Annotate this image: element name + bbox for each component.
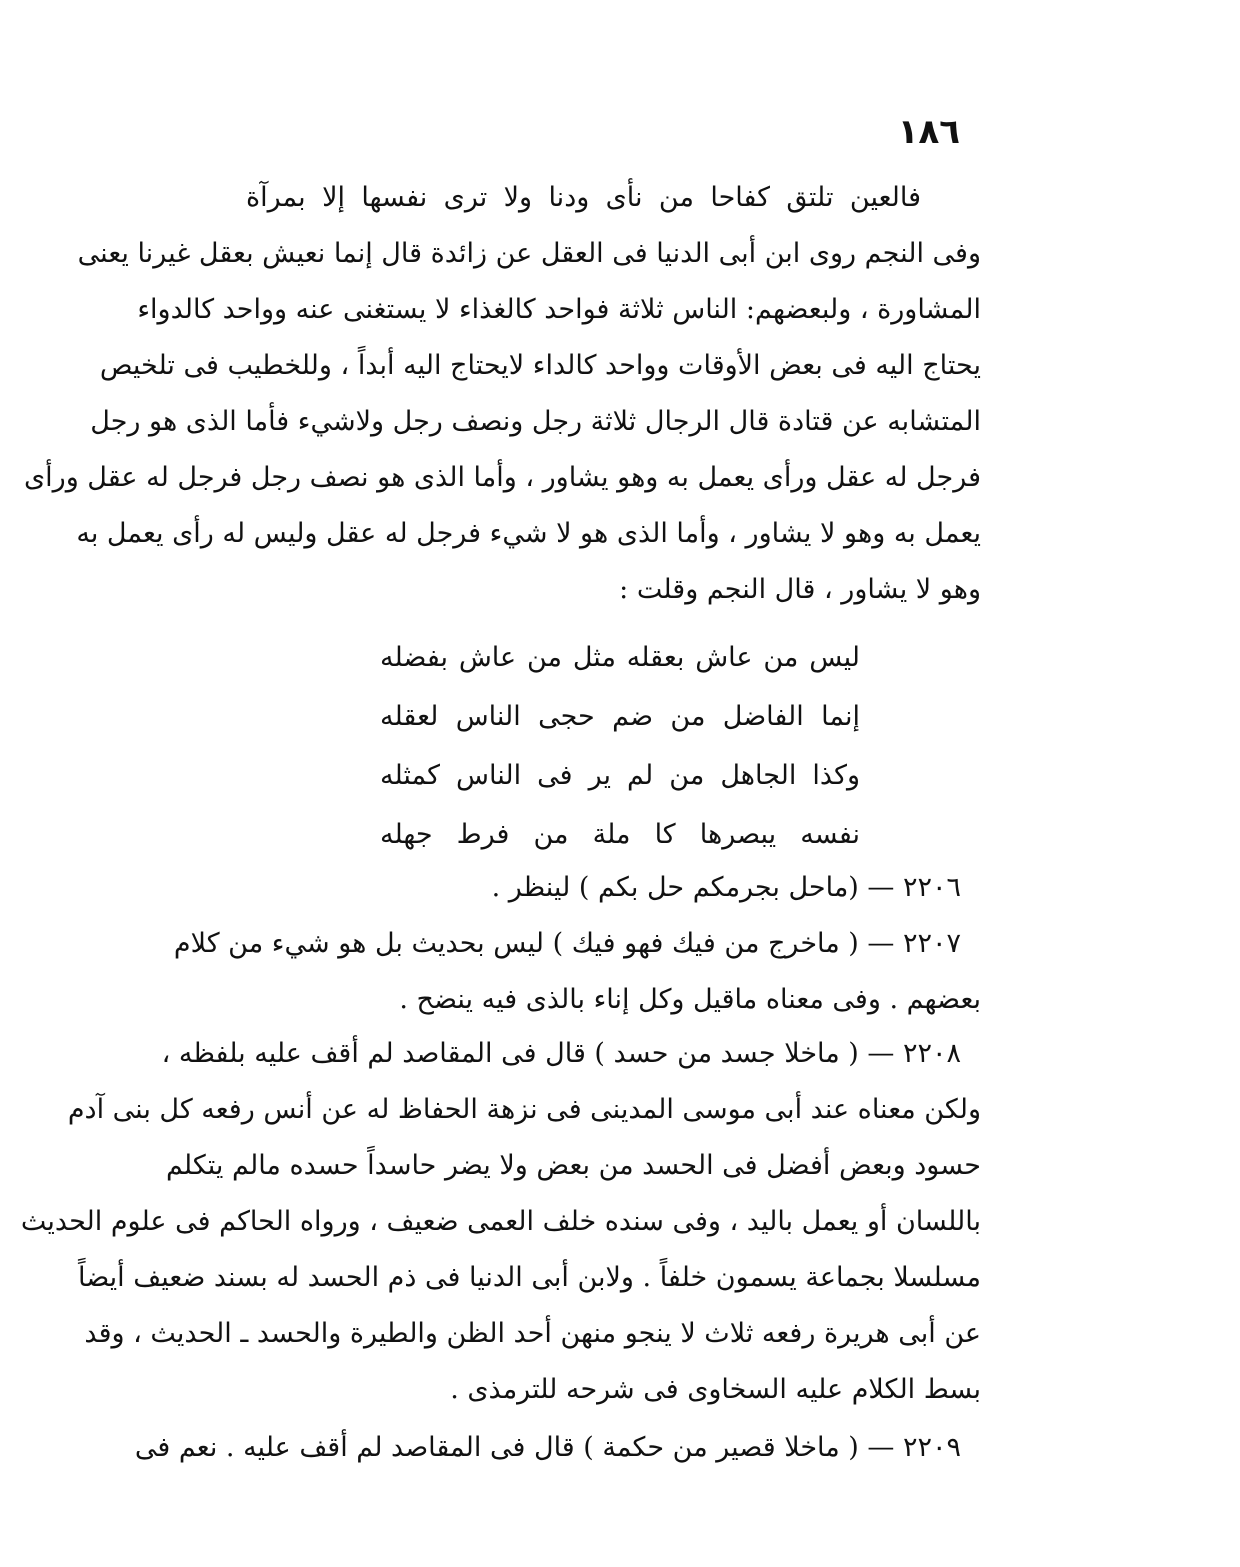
text-line: فالعين تلتق كفاحا من نأى ودنا ولا ترى نفسها إلا بمرآة <box>246 182 921 213</box>
entry-line: باللسان أو يعمل باليد ، وفى سنده خلف العمى ضعيف ، ورواه الحاكم فى علوم الحديث <box>20 1206 981 1237</box>
text-line: وهو لا يشاور ، قال النجم وقلت : <box>619 574 981 605</box>
verse-line: ليس من عاش بعقله مثل من عاش بفضله <box>380 642 860 673</box>
verse-line: وكذا الجاهل من لم ير فى الناس كمثله <box>380 760 860 791</box>
entry-line: بعضهم . وفى معناه ماقيل وكل إناء بالذى فيه ينضح . <box>399 984 981 1015</box>
entry-2208 <box>20 1026 981 1418</box>
entry-line: مسلسلا بجماعة يسمون خلفاً . ولابن أبى الدنيا فى ذم الحسد له بسند ضعيف أيضاً <box>78 1262 981 1293</box>
text-line: فرجل له عقل ورأى يعمل به وهو يشاور ، وأما الذى هو نصف رجل فرجل له عقل ورأى <box>24 462 981 493</box>
entry-line: عن أبى هريرة رفعه ثلاث لا ينجو منهن أحد الظن والطيرة والحسد ـ الحديث ، وقد <box>84 1318 981 1349</box>
text-line: وفى النجم روى ابن أبى الدنيا فى العقل عن زائدة قال إنما نعيش بعقل غيرنا يعنى <box>77 238 981 269</box>
text-line: يحتاج اليه فى بعض الأوقات وواحد كالداء لايحتاج اليه أبداً ، وللخطيب فى تلخيص <box>99 350 981 381</box>
entry-line: ٢٢٠٦ — (ماحل بجرمكم حل بكم ) لينظر . <box>491 872 961 903</box>
entry-line: حسود وبعض أفضل فى الحسد من بعض ولا يضر حاسداً حسده مالم يتكلم <box>165 1150 981 1181</box>
entry-line: ٢٢٠٧ — ( ماخرج من فيك فهو فيك ) ليس بحديث بل هو شيء من كلام <box>173 928 961 959</box>
verse-line: إنما الفاضل من ضم حجى الناس لعقله <box>380 701 860 732</box>
verse-line: نفسه يبصرها كا ملة من فرط جهله <box>380 819 860 850</box>
entry-2209 <box>134 1420 981 1476</box>
entry-2206 <box>246 860 981 916</box>
entry-line: ولكن معناه عند أبى موسى المدينى فى نزهة الحفاظ له عن أنس رفعه كل بنى آدم <box>67 1094 981 1125</box>
poem-verses <box>380 628 860 864</box>
entry-line: بسط الكلام عليه السخاوى فى شرحه للترمذى . <box>450 1374 981 1405</box>
entry-line: ٢٢٠٨ — ( ماخلا جسد من حسد ) قال فى المقاصد لم أقف عليه بلفظه ، <box>161 1038 961 1069</box>
text-line: المشاورة ، ولبعضهم: الناس ثلاثة فواحد كالغذاء لا يستغنى عنه وواحد كالدواء <box>137 294 981 325</box>
text-line: يعمل به وهو لا يشاور ، وأما الذى هو لا شيء فرجل له عقل وليس له رأى يعمل به <box>76 518 981 549</box>
entry-line: ٢٢٠٩ — ( ماخلا قصير من حكمة ) قال فى المقاصد لم أقف عليه . نعم فى <box>134 1432 961 1463</box>
text-line: المتشابه عن قتادة قال الرجال ثلاثة رجل ونصف رجل ولاشيء فأما الذى هو رجل <box>90 406 981 437</box>
intro-paragraph <box>24 170 981 618</box>
entry-2207 <box>173 916 981 1028</box>
page-number: ١٨٦ <box>897 112 960 152</box>
